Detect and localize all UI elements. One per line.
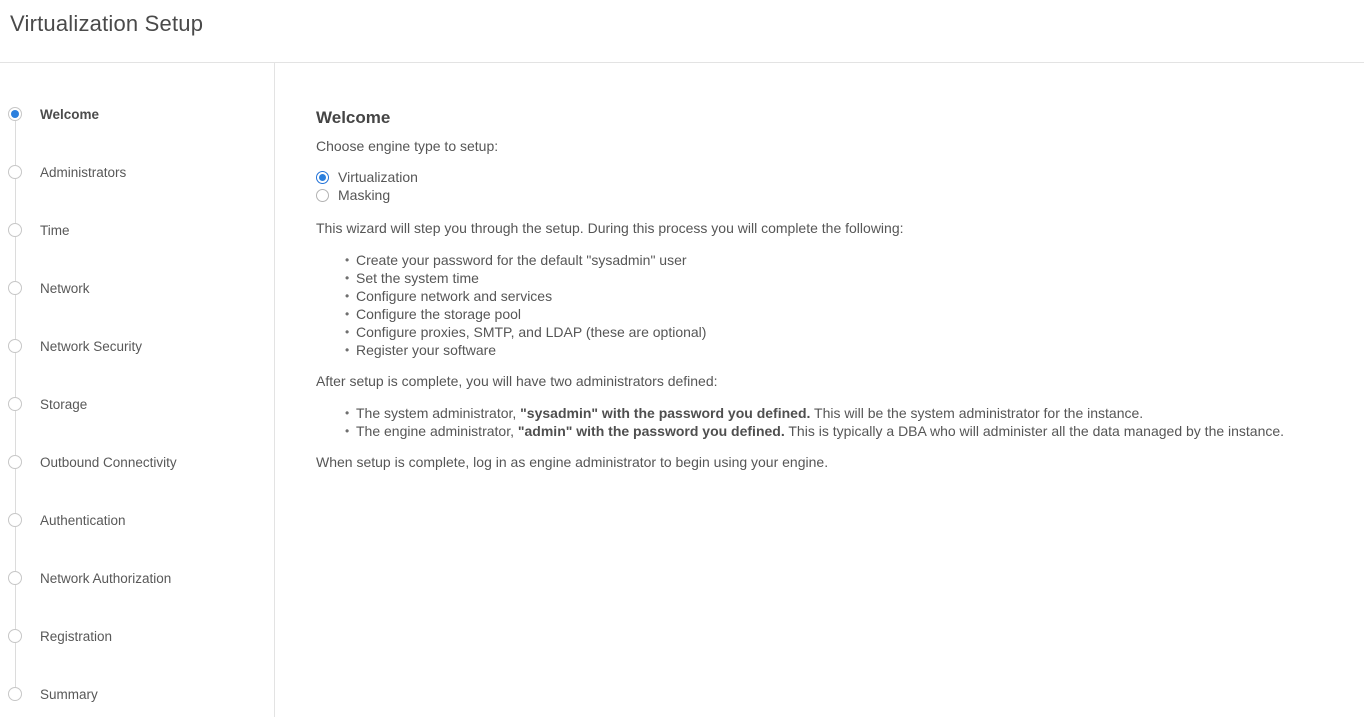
text-segment: The engine administrator, — [356, 423, 518, 439]
page-header — [0, 0, 1364, 63]
sidebar-step-network[interactable] — [0, 259, 274, 317]
step-label: Summary — [40, 686, 98, 702]
administrators-list — [316, 404, 1340, 440]
sidebar-step-network-authorization[interactable] — [0, 549, 274, 607]
engine-type-masking-radio[interactable] — [316, 186, 1340, 204]
step-radio-icon — [8, 687, 22, 701]
setup-task-item: • Configure the storage pool — [345, 305, 1340, 323]
setup-tasks-list — [316, 251, 1340, 359]
wizard-content-panel — [275, 63, 1364, 717]
sidebar-step-administrators[interactable] — [0, 143, 274, 201]
sidebar-step-authentication[interactable] — [0, 491, 274, 549]
radio-icon — [316, 189, 329, 202]
step-label: Outbound Connectivity — [40, 454, 177, 470]
admin-list-item — [345, 404, 1340, 422]
sidebar-step-summary[interactable] — [0, 665, 274, 723]
text-segment: The system administrator, — [356, 405, 521, 421]
content-heading: Welcome — [316, 108, 391, 127]
radio-icon — [316, 171, 329, 184]
text-segment-bold: "sysadmin" with the password you defined. — [520, 405, 811, 421]
sidebar-step-welcome[interactable] — [0, 85, 274, 143]
page-title: Virtualization Setup — [10, 11, 204, 36]
step-radio-icon — [8, 223, 22, 237]
text-segment-bold: "admin" with the password you defined. — [517, 423, 785, 439]
closing-text: When setup is complete, log in as engine administrator to begin using your engine. — [316, 454, 829, 470]
sidebar-step-storage[interactable] — [0, 375, 274, 433]
sidebar-step-time[interactable] — [0, 201, 274, 259]
engine-type-prompt: Choose engine type to setup: — [316, 138, 499, 154]
step-label: Welcome — [40, 106, 100, 122]
radio-label: Masking — [338, 187, 391, 203]
text-segment: This is typically a DBA who will administer all the data managed by the instance. — [784, 423, 1285, 439]
step-radio-icon — [8, 281, 22, 295]
step-radio-icon — [8, 339, 22, 353]
step-label: Network Security — [40, 338, 143, 354]
admin-list-item — [345, 422, 1340, 440]
step-label: Network — [40, 280, 90, 296]
step-label: Storage — [40, 396, 88, 412]
step-radio-icon — [8, 165, 22, 179]
step-radio-icon — [8, 513, 22, 527]
administrators-intro-text: After setup is complete, you will have two administrators defined: — [316, 373, 718, 389]
setup-task-item: • Register your software — [345, 341, 1340, 359]
step-radio-icon — [8, 107, 22, 121]
setup-task-item: • Configure network and services — [345, 287, 1340, 305]
text-segment: This will be the system administrator for the instance. — [810, 405, 1144, 421]
wizard-intro-text: This wizard will step you through the setup. During this process you will complete the following: — [316, 220, 904, 236]
engine-type-virtualization-radio[interactable] — [316, 168, 1340, 186]
step-label: Registration — [40, 628, 113, 644]
step-label: Time — [40, 222, 70, 238]
setup-task-item: • Configure proxies, SMTP, and LDAP (these are optional) — [345, 323, 1340, 341]
step-radio-icon — [8, 455, 22, 469]
sidebar-step-network-security[interactable] — [0, 317, 274, 375]
step-label: Administrators — [40, 164, 127, 180]
setup-task-item: • Create your password for the default "sysadmin" user — [345, 251, 1340, 269]
wizard-stepper-sidebar — [0, 63, 275, 717]
sidebar-step-registration[interactable] — [0, 607, 274, 665]
setup-task-item: • Set the system time — [345, 269, 1340, 287]
step-radio-icon — [8, 571, 22, 585]
step-radio-icon — [8, 629, 22, 643]
step-radio-icon — [8, 397, 22, 411]
sidebar-step-outbound-connectivity[interactable] — [0, 433, 274, 491]
step-label: Authentication — [40, 512, 126, 528]
radio-label: Virtualization — [338, 169, 418, 185]
step-label: Network Authorization — [40, 570, 172, 586]
main-layout — [0, 63, 1364, 717]
engine-type-radio-group — [316, 168, 1340, 204]
